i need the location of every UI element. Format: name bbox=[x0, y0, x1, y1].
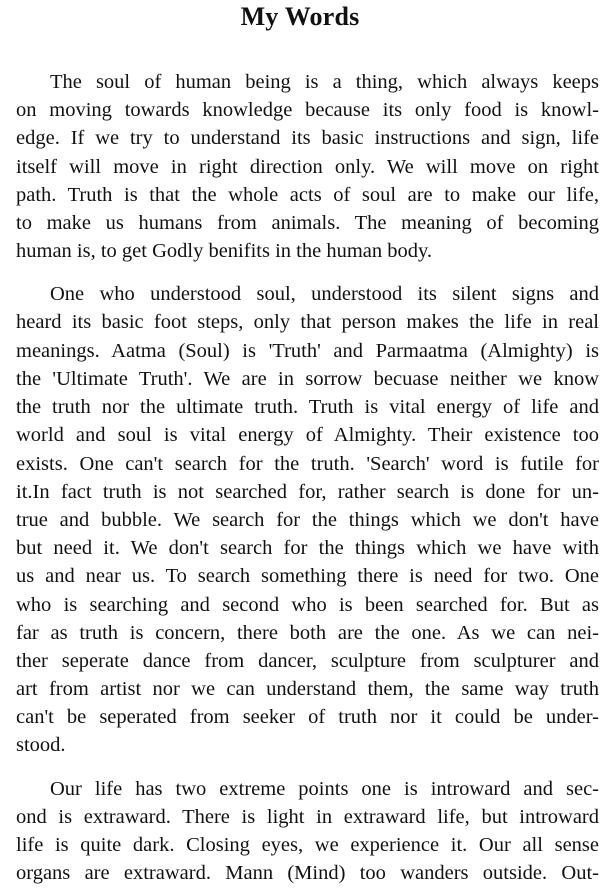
text-line: ther seperate dance from dancer, sculpture from sculpturer and bbox=[16, 650, 599, 672]
text-line: art from artist nor we can understand them, the same way truth bbox=[16, 678, 599, 700]
text-line: the truth nor the ultimate truth. Truth is vital energy of life and bbox=[16, 396, 599, 418]
text-line: true and bubble. We search for the things which we don't have bbox=[16, 509, 599, 531]
text-line: on moving towards knowledge because its only food is knowl- bbox=[16, 99, 599, 121]
text-line: path. Truth is that the whole acts of soul are to make our life, bbox=[16, 184, 599, 206]
text-line: The soul of human being is a thing, which always keeps bbox=[50, 71, 599, 93]
text-line: us and near us. To search something there is need for two. One bbox=[16, 565, 599, 587]
text-line: can't be seperated from seeker of truth nor it could be under- bbox=[16, 706, 599, 728]
text-line: One who understood soul, understood its silent signs and bbox=[50, 283, 599, 305]
text-line: itself will move in right direction only. We will move on right bbox=[16, 156, 599, 178]
text-line: to make us humans from animals. The meaning of becoming bbox=[16, 212, 599, 234]
text-line: Our life has two extreme points one is introward and sec- bbox=[50, 778, 599, 800]
text-line: exists. One can't search for the truth. 'Search' word is futile for bbox=[16, 453, 599, 475]
text-line: life is quite dark. Closing eyes, we experience it. Our all sense bbox=[16, 834, 599, 856]
text-line: meanings. Aatma (Soul) is 'Truth' and Parmaatma (Almighty) is bbox=[16, 340, 599, 362]
text-line: the 'Ultimate Truth'. We are in sorrow becuase neither we know bbox=[16, 368, 599, 390]
text-line: organs are extraward. Mann (Mind) too wanders outside. Out- bbox=[16, 862, 599, 884]
text-line: stood. bbox=[16, 734, 66, 756]
text-line: world and soul is vital energy of Almighty. Their existence too bbox=[16, 424, 599, 446]
page-title: My Words bbox=[240, 2, 360, 31]
text-line: far as truth is concern, there both are the one. As we can nei- bbox=[16, 622, 599, 644]
text-line: but need it. We don't search for the things which we have with bbox=[16, 537, 599, 559]
text-line: heard its basic foot steps, only that person makes the life in real bbox=[16, 311, 599, 333]
text-line: ond is extraward. There is light in extraward life, but introward bbox=[16, 806, 599, 828]
text-line: who is searching and second who is been searched for. But as bbox=[16, 594, 599, 616]
text-line: human is, to get Godly benifits in the human body. bbox=[16, 240, 433, 262]
text-line: it.In fact truth is not searched for, rather search is done for un- bbox=[16, 481, 599, 503]
text-line: edge. If we try to understand its basic instructions and sign, life bbox=[16, 127, 599, 149]
